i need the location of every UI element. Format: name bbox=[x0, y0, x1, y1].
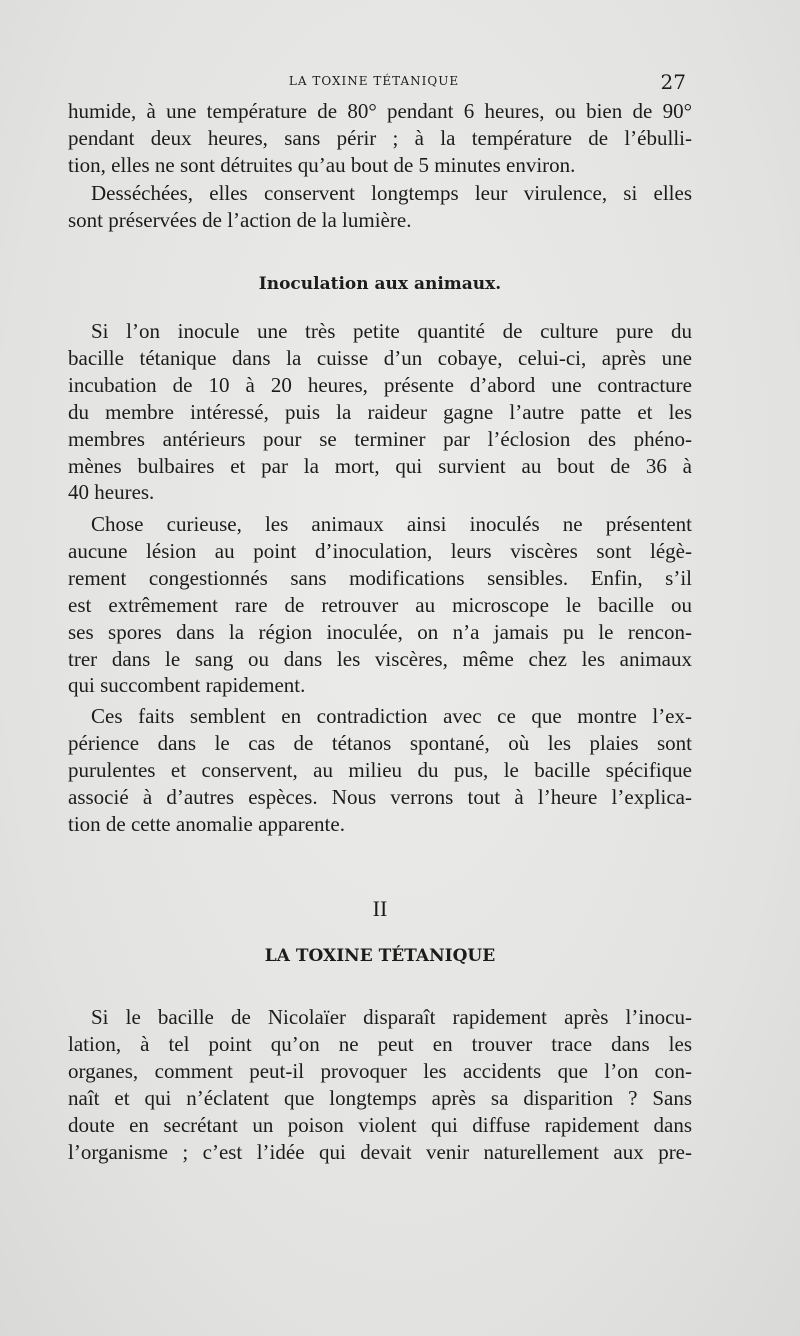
running-head bbox=[68, 70, 686, 94]
text-line: sont préservées de l’action de la lumière. bbox=[68, 207, 412, 232]
text-line: bacille tétanique dans la cuisse d’un cobaye, celui-ci, après une bbox=[68, 345, 692, 370]
text-line: trer dans le sang ou dans les viscères, même chez les animaux bbox=[68, 646, 692, 671]
section-heading: Inoculation aux animaux. bbox=[258, 274, 502, 294]
text-line: doute en secrétant un poison violent qui diffuse rapidement dans bbox=[68, 1112, 692, 1137]
text-line: naît et qui n’éclatent que longtemps après sa disparition ? Sans bbox=[68, 1085, 692, 1110]
text-line: Si le bacille de Nicolaïer disparaît rapidement après l’inocu- bbox=[91, 1005, 692, 1029]
text-line: tion, elles ne sont détruites qu’au bout de 5 minutes environ. bbox=[68, 152, 576, 177]
text-line: Desséchées, elles conservent longtemps leur virulence, si elles bbox=[91, 181, 692, 205]
text-line: Si l’on inocule une très petite quantité de culture pure du bbox=[91, 319, 692, 343]
text-line: Chose curieuse, les animaux ainsi inoculés ne présentent bbox=[91, 512, 692, 536]
text-line: membres antérieurs pour se terminer par l’éclosion des phéno- bbox=[68, 426, 692, 451]
running-head-title: LA TOXINE TÉTANIQUE bbox=[288, 74, 460, 88]
text-line: qui succombent rapidement. bbox=[68, 673, 306, 698]
text-line: humide, à une température de 80° pendant 6 heures, ou bien de 90° bbox=[68, 99, 692, 123]
section-number: II bbox=[372, 896, 388, 921]
text-line: du membre intéressé, puis la raideur gagne l’autre patte et les bbox=[68, 399, 692, 424]
text-line: aucune lésion au point d’inoculation, leurs viscères sont légè- bbox=[68, 538, 692, 563]
text-line: organes, comment peut-il provoquer les accidents que l’on con- bbox=[68, 1058, 692, 1083]
text-line: associé à d’autres espèces. Nous verrons tout à l’heure l’explica- bbox=[68, 784, 692, 809]
text-line: mènes bulbaires et par la mort, qui survient au bout de 36 à bbox=[68, 453, 692, 478]
text-line: ses spores dans la région inoculée, on n’a jamais pu le rencon- bbox=[68, 619, 692, 644]
section-heading: LA TOXINE TÉTANIQUE bbox=[264, 946, 496, 966]
text-line: purulentes et conservent, au milieu du pus, le bacille spécifique bbox=[68, 757, 692, 782]
text-line: 40 heures. bbox=[68, 480, 155, 505]
text-line: l’organisme ; c’est l’idée qui devait venir naturellement aux pre- bbox=[68, 1139, 692, 1164]
text-line: est extrêmement rare de retrouver au microscope le bacille ou bbox=[68, 592, 692, 617]
text-line: lation, à tel point qu’on ne peut en trouver trace dans les bbox=[68, 1031, 692, 1056]
text-line: incubation de 10 à 20 heures, présente d’abord une contracture bbox=[68, 372, 692, 397]
text-line: rement congestionnés sans modifications sensibles. Enfin, s’il bbox=[68, 565, 692, 590]
page-number: 27 bbox=[660, 70, 686, 94]
text-line: pendant deux heures, sans périr ; à la température de l’ébulli- bbox=[68, 125, 692, 150]
text-line: tion de cette anomalie apparente. bbox=[68, 811, 345, 836]
text-line: périence dans le cas de tétanos spontané, où les plaies sont bbox=[68, 730, 692, 755]
text-line: Ces faits semblent en contradiction avec ce que montre l’ex- bbox=[91, 704, 692, 728]
